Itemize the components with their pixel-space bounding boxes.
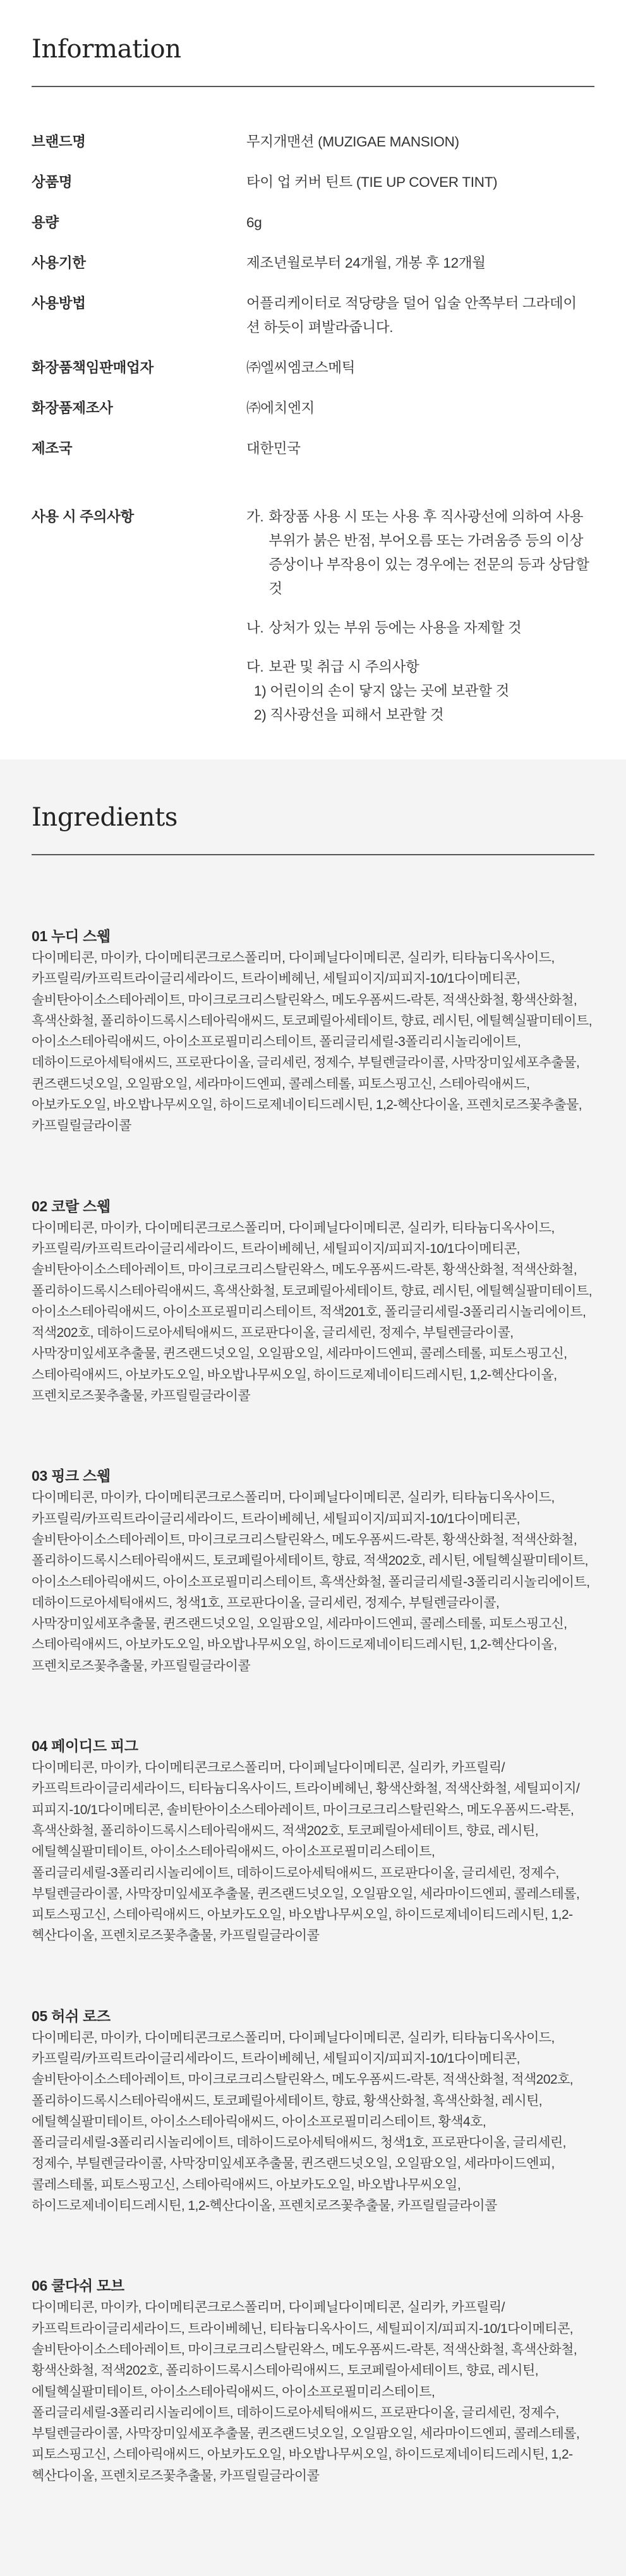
shade-name: 06 쿨다쉬 모브 bbox=[32, 2277, 124, 2294]
info-value: ㈜에치엔지 bbox=[246, 400, 315, 416]
shade-name: 01 누디 스웹 bbox=[32, 928, 111, 944]
ingredient-block bbox=[32, 1735, 594, 1947]
info-row-manufacturer bbox=[32, 396, 594, 420]
info-label: 용량 bbox=[32, 215, 59, 230]
caution-marker: 가. bbox=[246, 509, 264, 525]
caution-text: 보관 및 취급 시 주의사항 bbox=[268, 659, 419, 675]
ingredient-text: 다이메티콘, 마이카, 다이메티콘크로스폴리머, 다이페닐다이메티콘, 실리카, 티타늄디옥사이드, 카프릴릭/카프릭트라이글리세라이드, 트라이베헤닌, 세틸피이지/피피지-10/1다이메티콘, 솔비탄아이소스테아레이트, 마이크로크리스탈린왁스, 메도우폼씨드-락톤, 적색산화철, 황색산화철, 흑색산화철, 폴리하이드록시스테아릭애씨드, 토코페릴아세테이트, 향료, 레시틴, 에틸헥실팔미테이트, 아이소스테아릭애씨드, 아이소프로필미리스테이트, 폴리글리세릴-3폴리리시놀리에이트, 데하이드로아세틱애씨드, 프로판다이올, 글리세린, 정제수, 부틸렌글라이콜, 사막장미잎세포추출물, 퀸즈랜드넛오일, 오일팜오일, 세라마이드엔피, 콜레스테롤, 피토스핑고신, 스테아릭애씨드, 아보카도오일, 바오밥나무씨오일, 하이드로제네이티드레시틴, 1,2-헥산다이올, 프렌치로즈꽃추출물, 카프릴릴글라이콜 bbox=[32, 951, 593, 1134]
ingredient-block bbox=[32, 1464, 594, 1677]
info-row-caution bbox=[32, 505, 594, 727]
info-label: 브랜드명 bbox=[32, 134, 86, 150]
info-value: 제조년월로부터 24개월, 개봉 후 12개월 bbox=[246, 255, 486, 271]
ingredient-text: 다이메티콘, 마이카, 다이메티콘크로스폴리머, 다이페닐다이메티콘, 실리카, 카프릴릭/카프릭트라이글리세라이드, 트라이베헤닌, 티타늄디옥사이드, 세틸피이지/피피지-10/1다이메티콘, 솔비탄아이소스테아레이트, 마이크로크리스탈린왁스, 메도우폼씨드-락톤, 적색산화철, 흑색산화철, 황색산화철, 적색202호, 폴리하이드록시스테아릭애씨드, 토코페릴아세테이트, 향료, 레시틴, 에틸헥실팔미테이트, 아이소스테아릭애씨드, 아이소프로필미리스테이트, 폴리글리세릴-3폴리리시놀리에이트, 데하이드로아세틱애씨드, 프로판다이올, 글리세린, 정제수, 부틸렌글라이콜, 사막장미잎세포추출물, 퀸즈랜드넛오일, 오일팜오일, 세라마이드엔피, 콜레스테롤, 피토스핑고신, 스테아릭애씨드, 아보카도오일, 바오밥나무씨오일, 하이드로제네이티드레시틴, 1,2-헥산다이올, 프렌치로즈꽃추출물, 카프릴릴글라이콜 bbox=[32, 2300, 580, 2483]
caution-list bbox=[246, 505, 594, 679]
info-row-brand bbox=[32, 130, 594, 154]
caution-item bbox=[246, 655, 594, 679]
caution-marker: 다. bbox=[246, 659, 264, 675]
info-value: 어플리케이터로 적당량을 덜어 입술 안쪽부터 그라데이션 하듯이 펴발라줍니다. bbox=[246, 295, 577, 335]
info-label: 제조국 bbox=[32, 441, 73, 456]
ingredients-divider bbox=[32, 854, 594, 855]
info-label: 화장품책임판매업자 bbox=[32, 360, 153, 376]
info-row-product-name bbox=[32, 170, 594, 194]
info-row-volume bbox=[32, 211, 594, 235]
info-value: 타이 업 커버 틴트 (TIE UP COVER TINT) bbox=[246, 174, 498, 190]
shade-name: 02 코랄 스웹 bbox=[32, 1197, 111, 1214]
caution-text: 상처가 있는 부위 등에는 사용을 자제할 것 bbox=[268, 620, 522, 636]
caution-sub-item: 1) 어린이의 손이 닿지 않는 곳에 보관할 것 bbox=[254, 683, 510, 699]
info-label: 상품명 bbox=[32, 174, 73, 190]
ingredient-block bbox=[32, 925, 594, 1137]
information-divider bbox=[32, 86, 594, 87]
ingredients-section bbox=[0, 759, 626, 2576]
information-table bbox=[32, 130, 594, 727]
caution-content bbox=[246, 505, 594, 727]
info-row-usage bbox=[32, 292, 594, 340]
info-value: 무지개맨션 (MUZIGAE MANSION) bbox=[246, 134, 459, 150]
shade-name: 04 페이디드 피그 bbox=[32, 1738, 138, 1755]
info-row-expiry bbox=[32, 251, 594, 275]
info-value: ㈜엘씨엠코스메틱 bbox=[246, 360, 356, 376]
info-value: 대한민국 bbox=[246, 441, 301, 456]
ingredient-text: 다이메티콘, 마이카, 다이메티콘크로스폴리머, 다이페닐다이메티콘, 실리카, 카프릴릭/카프릭트라이글리세라이드, 티타늄디옥사이드, 트라이베헤닌, 황색산화철, 적색산화철, 세틸피이지/피피지-10/1다이메티콘, 솔비탄아이소스테아레이트, 마이크로크리스탈린왁스, 메도우폼씨드-락톤, 흑색산화철, 폴리하이드록시스테아릭애씨드, 적색202호, 토코페릴아세테이트, 향료, 레시틴, 에틸헥실팔미테이트, 아이소스테아릭애씨드, 아이소프로필미리스테이트, 폴리글리세릴-3폴리리시놀리에이트, 데하이드로아세틱애씨드, 프로판다이올, 글리세린, 정제수, 부틸렌글라이콜, 사막장미잎세포추출물, 퀸즈랜드넛오일, 오일팜오일, 세라마이드엔피, 콜레스테롤, 피토스핑고신, 스테아릭애씨드, 아보카도오일, 바오밥나무씨오일, 하이드로제네이티드레시틴, 1,2-헥산다이올, 프렌치로즈꽃추출물, 카프릴릴글라이콜 bbox=[32, 1760, 580, 1944]
ingredient-text: 다이메티콘, 마이카, 다이메티콘크로스폴리머, 다이페닐다이메티콘, 실리카, 티타늄디옥사이드, 카프릴릭/카프릭트라이글리세라이드, 트라이베헤닌, 세틸피이지/피피지-10/1다이메티콘, 솔비탄아이소스테아레이트, 마이크로크리스탈린왁스, 메도우폼씨드-락톤, 황색산화철, 적색산화철, 폴리하이드록시스테아릭애씨드, 흑색산화철, 토코페릴아세테이트, 향료, 레시틴, 에틸헥실팔미테이트, 아이소스테아릭애씨드, 아이소프로필미리스테이트, 적색201호, 폴리글리세릴-3폴리리시놀리에이트, 적색202호, 데하이드로아세틱애씨드, 프로판다이올, 글리세린, 정제수, 부틸렌글라이콜, 사막장미잎세포추출물, 퀸즈랜드넛오일, 오일팜오일, 세라마이드엔피, 콜레스테롤, 피토스핑고신, 스테아릭애씨드, 아보카도오일, 바오밥나무씨오일, 하이드로제네이티드레시틴, 1,2-헥산다이올, 프렌치로즈꽃추출물, 카프릴릴글라이콜 bbox=[32, 1220, 593, 1404]
info-label: 사용방법 bbox=[32, 295, 86, 311]
caution-sub-list bbox=[246, 679, 594, 727]
caution-marker: 나. bbox=[246, 620, 264, 636]
caution-sub-item: 2) 직사광선을 피해서 보관할 것 bbox=[254, 707, 444, 723]
information-section bbox=[0, 0, 626, 759]
info-label: 사용기한 bbox=[32, 255, 86, 271]
caution-item bbox=[246, 505, 594, 601]
shade-name: 03 핑크 스웹 bbox=[32, 1468, 111, 1485]
info-label: 화장품제조사 bbox=[32, 400, 113, 416]
ingredient-block bbox=[32, 2005, 594, 2217]
information-title: Information bbox=[32, 35, 181, 64]
ingredient-text: 다이메티콘, 마이카, 다이메티콘크로스폴리머, 다이페닐다이메티콘, 실리카, 티타늄디옥사이드, 카프릴릭/카프릭트라이글리세라이드, 트라이베헤닌, 세틸피이지/피피지-10/1다이메티콘, 솔비탄아이소스테아레이트, 마이크로크리스탈린왁스, 메도우폼씨드-락톤, 적색산화철, 적색202호, 폴리하이드록시스테아릭애씨드, 토코페릴아세테이트, 향료, 황색산화철, 흑색산화철, 레시틴, 에틸헥실팔미테이트, 아이소스테아릭애씨드, 아이소프로필미리스테이트, 황색4호, 폴리글리세릴-3폴리리시놀리에이트, 데하이드로아세틱애씨드, 청색1호, 프로판다이올, 글리세린, 정제수, 부틸렌글라이콜, 사막장미잎세포추출물, 퀸즈랜드넛오일, 오일팜오일, 세라마이드엔피, 콜레스테롤, 피토스핑고신, 스테아릭애씨드, 아보카도오일, 바오밥나무씨오일, 하이드로제네이티드레시틴, 1,2-헥산다이올, 프렌치로즈꽃추출물, 카프릴릴글라이콜 bbox=[32, 2030, 574, 2214]
info-value: 6g bbox=[246, 215, 262, 230]
caution-text: 화장품 사용 시 또는 사용 후 직사광선에 의하여 사용부위가 붉은 반점, 부어오름 또는 가려움증 등의 이상 증상이나 부작용이 있는 경우에는 전문의 등과 상담할 것 bbox=[268, 509, 589, 597]
caution-item bbox=[246, 616, 594, 640]
info-row-country bbox=[32, 437, 594, 461]
ingredient-block bbox=[32, 2274, 594, 2486]
ingredients-title: Ingredients bbox=[32, 803, 178, 832]
shade-name: 05 허쉬 로즈 bbox=[32, 2007, 111, 2024]
ingredient-block bbox=[32, 1195, 594, 1407]
info-row-distributor bbox=[32, 356, 594, 380]
ingredient-text: 다이메티콘, 마이카, 다이메티콘크로스폴리머, 다이페닐다이메티콘, 실리카, 티타늄디옥사이드, 카프릴릭/카프릭트라이글리세라이드, 트라이베헤닌, 세틸피이지/피피지-10/1다이메티콘, 솔비탄아이소스테아레이트, 마이크로크리스탈린왁스, 메도우폼씨드-락톤, 황색산화철, 적색산화철, 폴리하이드록시스테아릭애씨드, 토코페릴아세테이트, 향료, 적색202호, 레시틴, 에틸헥실팔미테이트, 아이소스테아릭애씨드, 아이소프로필미리스테이트, 흑색산화철, 폴리글리세릴-3폴리리시놀리에이트, 데하이드로아세틱애씨드, 청색1호, 프로판다이올, 글리세린, 정제수, 부틸렌글라이콜, 사막장미잎세포추출물, 퀸즈랜드넛오일, 오일팜오일, 세라마이드엔피, 콜레스테롤, 피토스핑고신, 스테아릭애씨드, 아보카도오일, 바오밥나무씨오일, 하이드로제네이티드레시틴, 1,2-헥산다이올, 프렌치로즈꽃추출물, 카프릴릴글라이콜 bbox=[32, 1490, 590, 1673]
info-label: 사용 시 주의사항 bbox=[32, 509, 134, 525]
ingredients-list bbox=[32, 925, 594, 2486]
